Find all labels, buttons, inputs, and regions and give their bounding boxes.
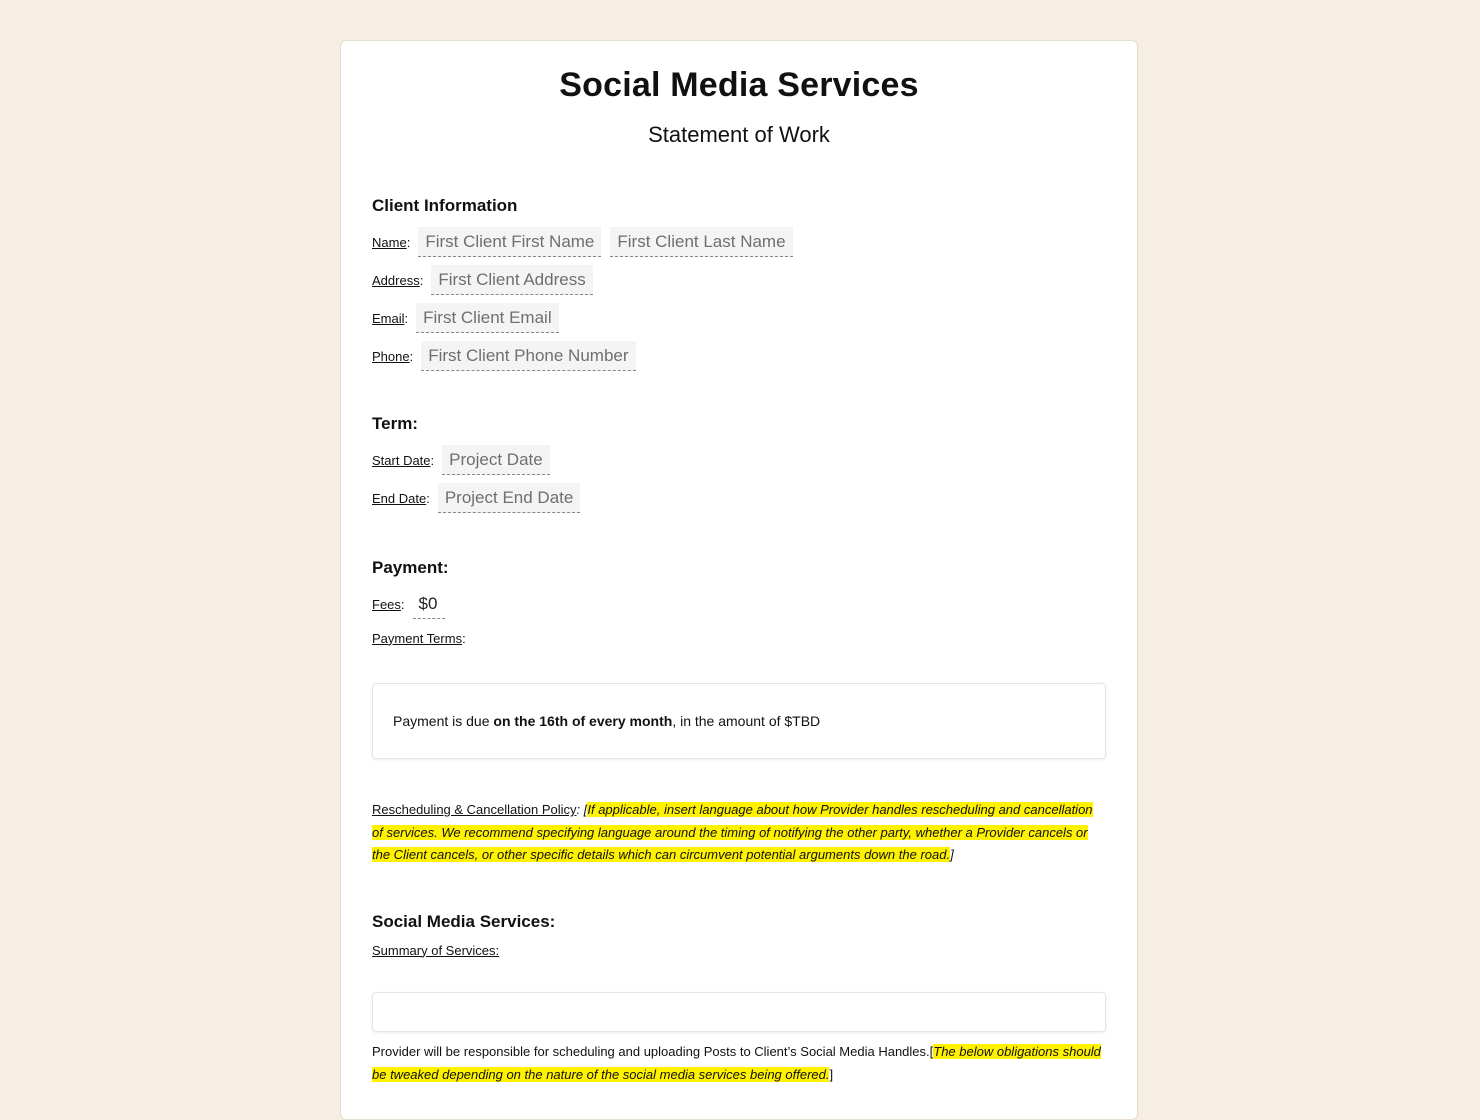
start-date-field[interactable]: Project Date [442,445,550,475]
cancellation-policy-placeholder[interactable]: If applicable, insert language about how Provider handles rescheduling and cancellation of services. We recommend specifying language around the timing of notifying the other party, whether a Provider cancels or the Client cancels, or other specific details which can circumvent potential arguments down the road. [372,802,1093,862]
name-row: Name : First Client First Name First Client Last Name [372,223,1106,261]
last-name-field[interactable]: First Client Last Name [610,227,792,257]
payment-terms-text: Payment is due on the 16th of every month, in the amount of $TBD [393,713,821,729]
summary-of-services-box[interactable] [372,992,1106,1032]
fees-label: Fees [372,596,401,612]
fees-field[interactable]: $0 [413,589,446,619]
provider-responsibility-text: Provider will be responsible for scheduling and uploading Posts to Client’s Social Media Handles.[The below obligations should be tweaked depending on the nature of the social media services being offered.] [372,1043,1101,1082]
end-date-row: End Date : Project End Date [372,479,1106,517]
email-row: Email : First Client Email [372,299,1106,337]
phone-row: Phone : First Client Phone Number [372,337,1106,375]
address-field[interactable]: First Client Address [431,265,592,295]
payment-terms-label: Payment Terms [372,630,463,646]
provider-note-placeholder[interactable]: The below obligations should be tweaked depending on the nature of the social media services being offered. [372,1043,1101,1082]
payment-terms-row: Payment Terms : [372,630,466,646]
first-name-field[interactable]: First Client First Name [418,227,601,257]
email-field[interactable]: First Client Email [416,303,558,333]
payment-heading: Payment: [372,558,449,577]
start-date-label: Start Date [372,452,431,468]
start-date-row: Start Date : Project Date [372,441,1106,479]
email-label: Email [372,310,405,326]
end-date-field[interactable]: Project End Date [438,483,581,513]
client-information-heading: Client Information [372,196,518,215]
end-date-label: End Date [372,490,427,506]
address-row: Address : First Client Address [372,261,1106,299]
summary-of-services-label: Summary of Services: [372,942,500,958]
payment-terms-box[interactable] [372,683,1106,759]
address-label: Address [372,272,420,288]
social-media-services-heading: Social Media Services: [372,911,556,931]
cancellation-policy-label: Rescheduling & Cancellation Policy [372,802,577,817]
document-title: Social Media Services [559,66,919,104]
phone-label: Phone [372,348,410,364]
cancellation-policy: Rescheduling & Cancellation Policy: [If applicable, insert language about how Provider handles rescheduling and cancellation of services. We recommend specifying language around the timing of notifying the other party, whether a Provider cancels or the Client cancels, or other specific details which can circumvent potential arguments down the road.] [372,802,1093,862]
name-label: Name [372,234,407,250]
term-heading: Term: [372,414,418,433]
document-sheet [340,40,1138,1120]
fees-row: Fees : $0 [372,585,1106,623]
document-subtitle: Statement of Work [648,122,830,147]
phone-field[interactable]: First Client Phone Number [421,341,635,371]
